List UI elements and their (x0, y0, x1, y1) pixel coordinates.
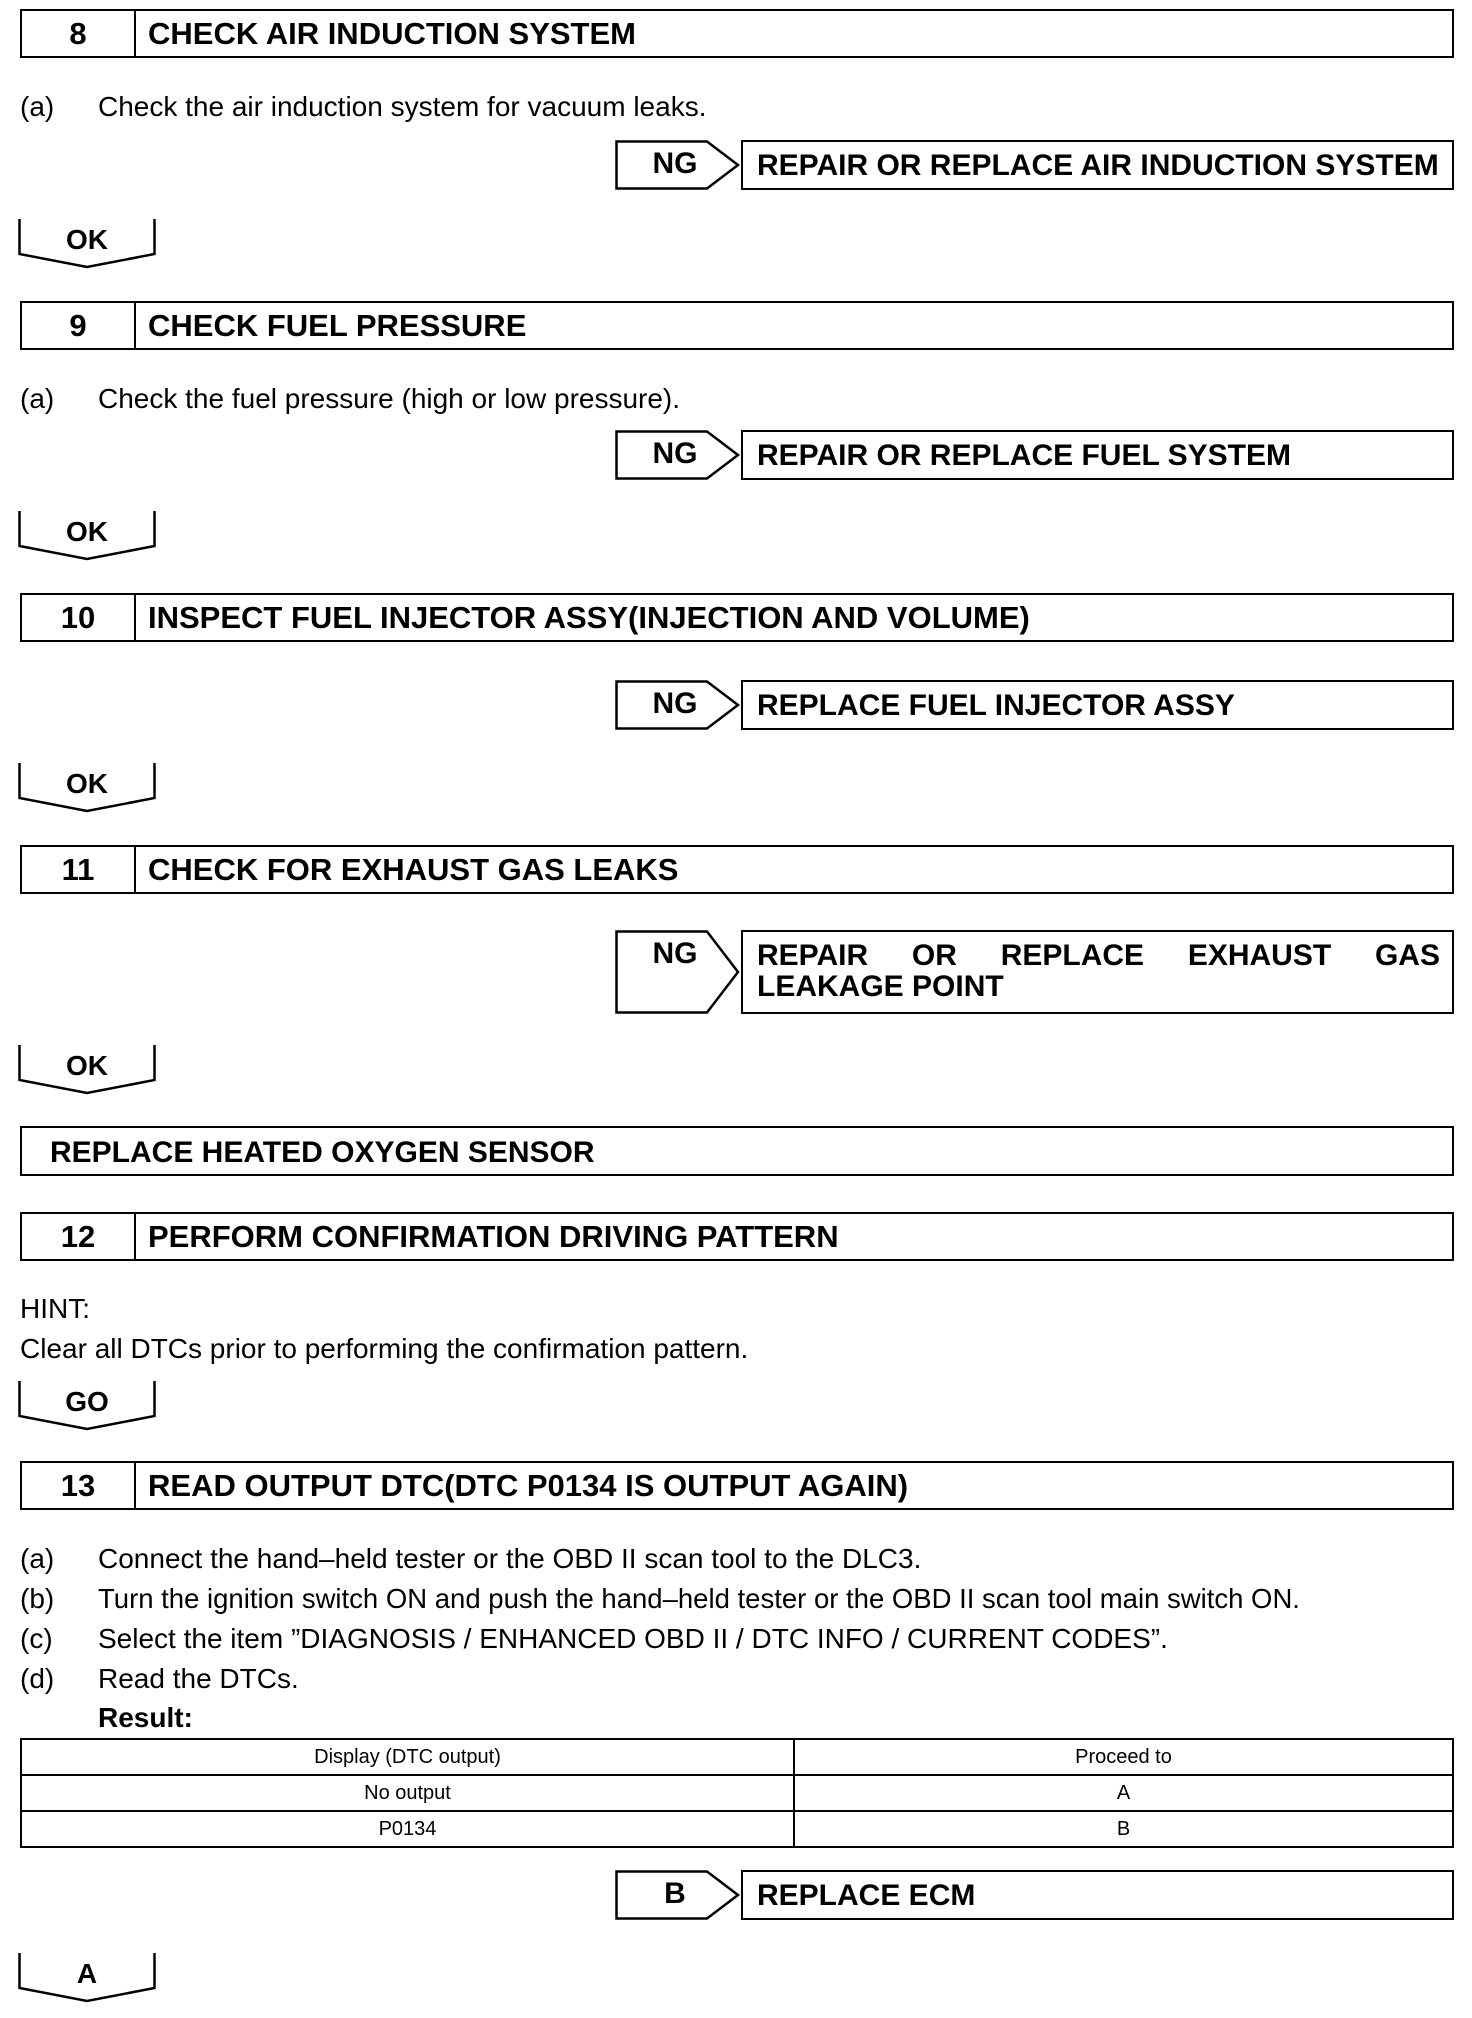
step-label: (a) (20, 383, 55, 414)
ng-action-line-2: LEAKAGE POINT (757, 970, 1004, 1003)
step-text: Turn the ignition switch ON and push the hand–held tester or the OBD II scan tool main switch ON. (98, 1583, 1300, 1614)
step-number: 12 (22, 1214, 136, 1259)
step-title: CHECK FOR EXHAUST GAS LEAKS (148, 851, 679, 887)
ng-label: NG (652, 147, 698, 180)
ng-tag-10 (615, 680, 741, 730)
table-cell: No output (21, 1775, 794, 1811)
step-number: 8 (22, 11, 136, 56)
step-12-header (20, 1212, 1454, 1261)
step-number: 11 (22, 847, 136, 892)
step-text: Read the DTCs. (98, 1663, 299, 1694)
step-9-header (20, 301, 1454, 350)
step-title: READ OUTPUT DTC(DTC P0134 IS OUTPUT AGAIN) (148, 1467, 909, 1503)
step-label: (a) (20, 91, 55, 122)
ng-tag-9 (615, 430, 741, 480)
step-text: Connect the hand–held tester or the OBD II scan tool to the DLC3. (98, 1543, 922, 1574)
a-label: A (76, 1958, 98, 1989)
ok-tag-11 (18, 1044, 156, 1094)
ng-action-text: REPAIR OR REPLACE FUEL SYSTEM (757, 439, 1291, 472)
ok-tag-8 (18, 218, 156, 268)
final-action-box (20, 1126, 1454, 1176)
b-action-13 (741, 1870, 1454, 1920)
step-label: (b) (20, 1583, 55, 1614)
ok-label: OK (66, 1050, 108, 1081)
final-action-text: REPLACE HEATED OXYGEN SENSOR (50, 1136, 595, 1169)
ng-action-word: OR (911, 939, 957, 972)
step-10-header (20, 593, 1454, 642)
step-13-header (20, 1461, 1454, 1510)
table-cell: B (794, 1811, 1453, 1847)
step-title: CHECK FUEL PRESSURE (148, 307, 527, 343)
go-tag-12 (18, 1380, 156, 1430)
b-label: B (664, 1877, 686, 1910)
ng-action-line-1 (757, 939, 1440, 973)
table-header: Display (DTC output) (21, 1739, 794, 1775)
ok-tag-10 (18, 762, 156, 812)
step-title: INSPECT FUEL INJECTOR ASSY(INJECTION AND VOLUME) (148, 599, 1030, 635)
ng-action-word: REPAIR (757, 939, 869, 972)
ok-tag-9 (18, 510, 156, 560)
hint-text: Clear all DTCs prior to performing the confirmation pattern. (20, 1333, 749, 1364)
step-8a (20, 91, 1460, 125)
ng-tag-8 (615, 140, 741, 190)
step-text: Check the fuel pressure (high or low pressure). (98, 383, 681, 414)
table-header-row (21, 1739, 1453, 1775)
result-label: Result: (98, 1702, 193, 1733)
step-number: 13 (22, 1463, 136, 1508)
ng-label: NG (652, 687, 698, 720)
step-13a (20, 1543, 1470, 1577)
ok-label: OK (66, 224, 108, 255)
go-label: GO (65, 1386, 109, 1417)
ng-tag-11 (615, 930, 741, 1014)
ng-action-10 (741, 680, 1454, 730)
b-action-text: REPLACE ECM (757, 1879, 976, 1912)
step-label: (c) (20, 1623, 53, 1654)
ng-action-word: EXHAUST (1187, 939, 1332, 972)
table-cell: A (794, 1775, 1453, 1811)
ok-label: OK (66, 516, 108, 547)
hint-label: HINT: (20, 1293, 90, 1324)
step-title: PERFORM CONFIRMATION DRIVING PATTERN (148, 1218, 839, 1254)
ng-action-text: REPLACE FUEL INJECTOR ASSY (757, 689, 1235, 722)
ok-label: OK (66, 768, 108, 799)
table-row (21, 1775, 1453, 1811)
ng-action-word: GAS (1374, 939, 1440, 972)
a-tag-13 (18, 1952, 156, 2002)
result-table (20, 1738, 1454, 1848)
ng-action-8 (741, 140, 1454, 190)
step-11-header (20, 845, 1454, 894)
ng-action-text: REPAIR OR REPLACE AIR INDUCTION SYSTEM (757, 149, 1439, 182)
step-8-header (20, 9, 1454, 58)
ng-action-word: REPLACE (1000, 939, 1145, 972)
table-row (21, 1811, 1453, 1847)
step-text: Check the air induction system for vacuum leaks. (98, 91, 707, 122)
step-text: Select the item ”DIAGNOSIS / ENHANCED OBD II / DTC INFO / CURRENT CODES”. (98, 1623, 1168, 1654)
step-label: (d) (20, 1663, 55, 1694)
ng-action-9 (741, 430, 1454, 480)
step-number: 10 (22, 595, 136, 640)
b-tag-13 (615, 1870, 741, 1920)
ng-label: NG (652, 437, 698, 470)
ng-action-11 (741, 930, 1454, 1014)
step-number: 9 (22, 303, 136, 348)
ng-label: NG (652, 937, 698, 970)
table-header: Proceed to (794, 1739, 1453, 1775)
step-label: (a) (20, 1543, 55, 1574)
step-13b (20, 1583, 1470, 1617)
table-cell: P0134 (21, 1811, 794, 1847)
step-title: CHECK AIR INDUCTION SYSTEM (148, 15, 636, 51)
step-13d (20, 1663, 1470, 1697)
step-13c (20, 1623, 1470, 1657)
step-9a (20, 383, 1460, 417)
